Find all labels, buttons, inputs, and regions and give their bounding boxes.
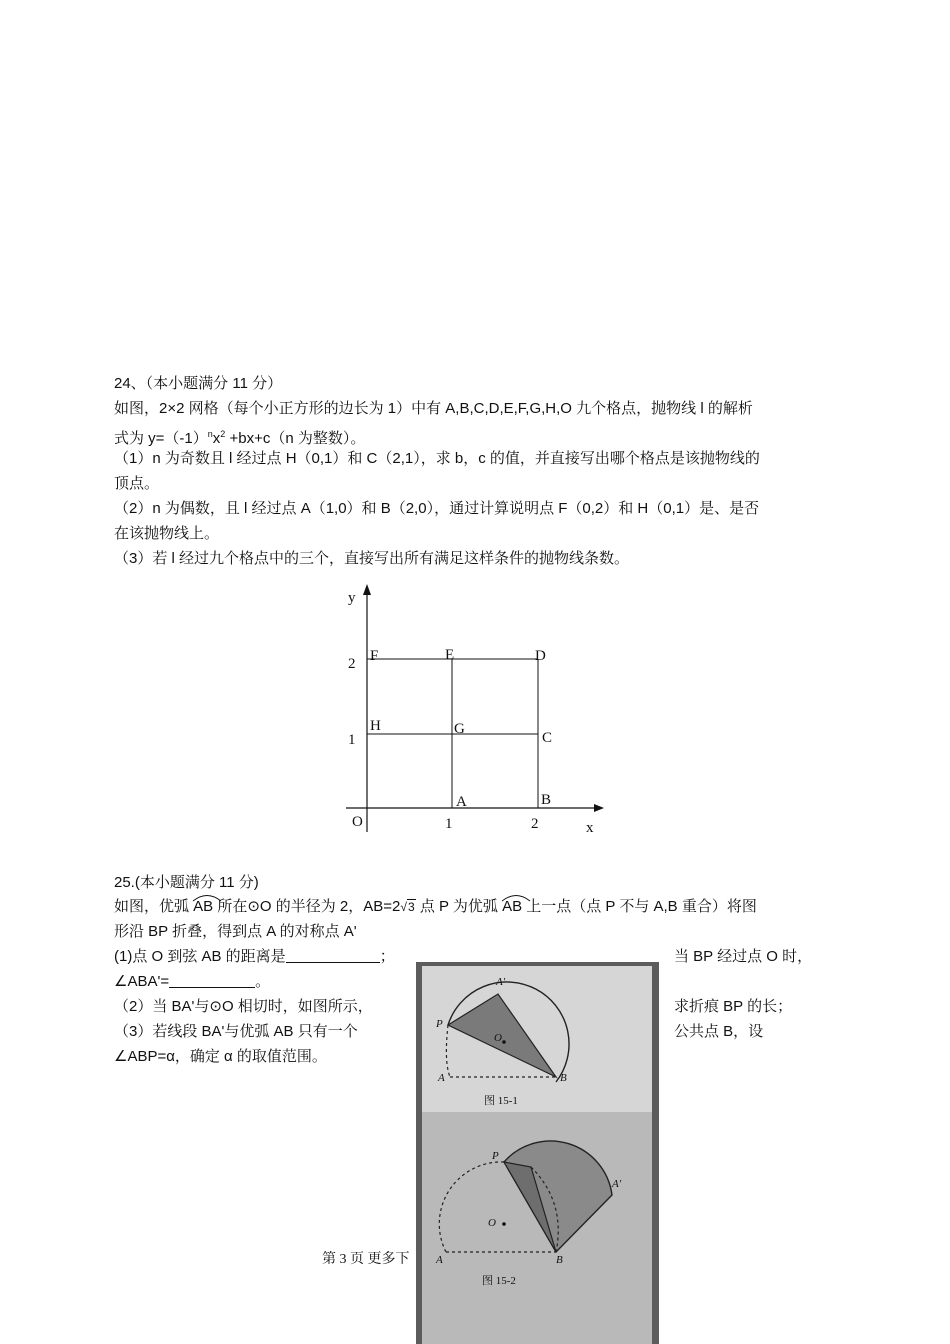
sqrt-symbol: √3	[400, 900, 415, 914]
arc-AB-label: AB	[193, 897, 213, 917]
q25-part3-cont: ∠ABP=α，确定 α 的取值范围。	[114, 1048, 327, 1065]
point-D-label: D	[535, 648, 546, 664]
x-axis-arrow	[594, 804, 604, 812]
q25-title: 25.(本小题满分 11 分)	[114, 874, 259, 891]
q25-text-line-1: 如图，优弧 AB 所在⊙O 的半径为 2，AB=2√3 点 P 为优弧 AB 上一点（点 P 不与 A,B 重合）将图	[114, 897, 757, 917]
fig1-caption: 图 15-1	[484, 1095, 518, 1107]
q24-part2-cont: 在该抛物线上。	[114, 525, 220, 542]
y-tick-2: 2	[348, 656, 356, 672]
q24-part1: （1）n 为奇数且 l 经过点 H（0,1）和 C（2,1），求 b，c 的值，并直接写出哪个格点是该抛物线的	[114, 450, 760, 467]
point-C-label: C	[542, 730, 553, 746]
q25-part1-angle: ∠ABA'= 。	[114, 973, 271, 990]
grid-figure	[336, 582, 616, 842]
fig1-point-P: P	[436, 1018, 443, 1030]
point-E-label: E	[445, 647, 455, 663]
fig2-caption: 图 15-2	[482, 1275, 516, 1287]
x-axis-label: x	[586, 820, 594, 836]
q24-text-line-2: 式为 $y=(-1)^nx^2 +bx+c(n$ 为整数）。	[114, 429, 366, 447]
q25-part1-right: 当 BP 经过点 O 时，	[674, 948, 813, 965]
fig2-point-O: O	[488, 1217, 496, 1229]
fig2-point-B: B	[556, 1254, 563, 1266]
fig1-point-A: A	[438, 1072, 445, 1084]
y-tick-1: 1	[348, 732, 356, 748]
y-axis-arrow	[363, 584, 371, 595]
fig2-point-A: A	[436, 1254, 443, 1266]
fig1-point-O: O	[494, 1032, 502, 1044]
point-A-label: A	[456, 794, 467, 810]
figure-photo	[416, 962, 659, 1344]
fig2-point-A-prime: A'	[612, 1178, 622, 1190]
q25-part3: （3）若线段 BA'与优弧 AB 只有一个	[114, 1023, 358, 1040]
fig2-point-P: P	[492, 1150, 499, 1162]
page-footer: 第 3 页 更多下	[322, 1252, 410, 1267]
point-F-label: F	[370, 648, 379, 664]
q24-text-line-1: 如图，2×2 网格（每个小正方形的边长为 1）中有 A,B,C,D,E,F,G,H,O 九个格点，抛物线 l 的解析	[114, 400, 753, 417]
point-H-label: H	[370, 718, 381, 734]
q24-title: 24、（本小题满分 11 分）	[114, 375, 283, 392]
figure-photo-svg	[416, 962, 659, 1344]
fig1-point-A-prime: A'	[496, 976, 506, 988]
q25-part2: （2）当 BA'与⊙O 相切时，如图所示，	[114, 998, 373, 1015]
point-B-label: B	[541, 792, 552, 808]
q25-part1: (1)点 O 到弦 AB 的距离是 ；	[114, 948, 395, 965]
answer-blank-2[interactable]	[169, 972, 255, 988]
y-axis-label: y	[348, 590, 356, 606]
q24-part2: （2）n 为偶数，且 l 经过点 A（1,0）和 B（2,0），通过计算说明点 F（0,2）和 H（0,1）是、是否	[114, 500, 760, 517]
q25-part3-right: 公共点 B，设	[674, 1023, 764, 1040]
grid-svg	[336, 582, 616, 842]
x-tick-1: 1	[445, 816, 453, 832]
q25-part2-right: 求折痕 BP 的长；	[674, 998, 793, 1015]
answer-blank-1[interactable]	[286, 947, 380, 963]
q24-part3: （3）若 l 经过九个格点中的三个，直接写出所有满足这样条件的抛物线条数。	[114, 550, 630, 567]
fig1-point-B: B	[560, 1072, 567, 1084]
x-tick-2: 2	[531, 816, 539, 832]
origin-label: O	[352, 814, 363, 830]
q25-text-line-2: 形沿 BP 折叠，得到点 A 的对称点 A'	[114, 923, 357, 940]
arc-AB-label-2: AB	[502, 897, 522, 917]
point-G-label: G	[454, 721, 465, 737]
q24-part1-cont: 顶点。	[114, 475, 160, 492]
